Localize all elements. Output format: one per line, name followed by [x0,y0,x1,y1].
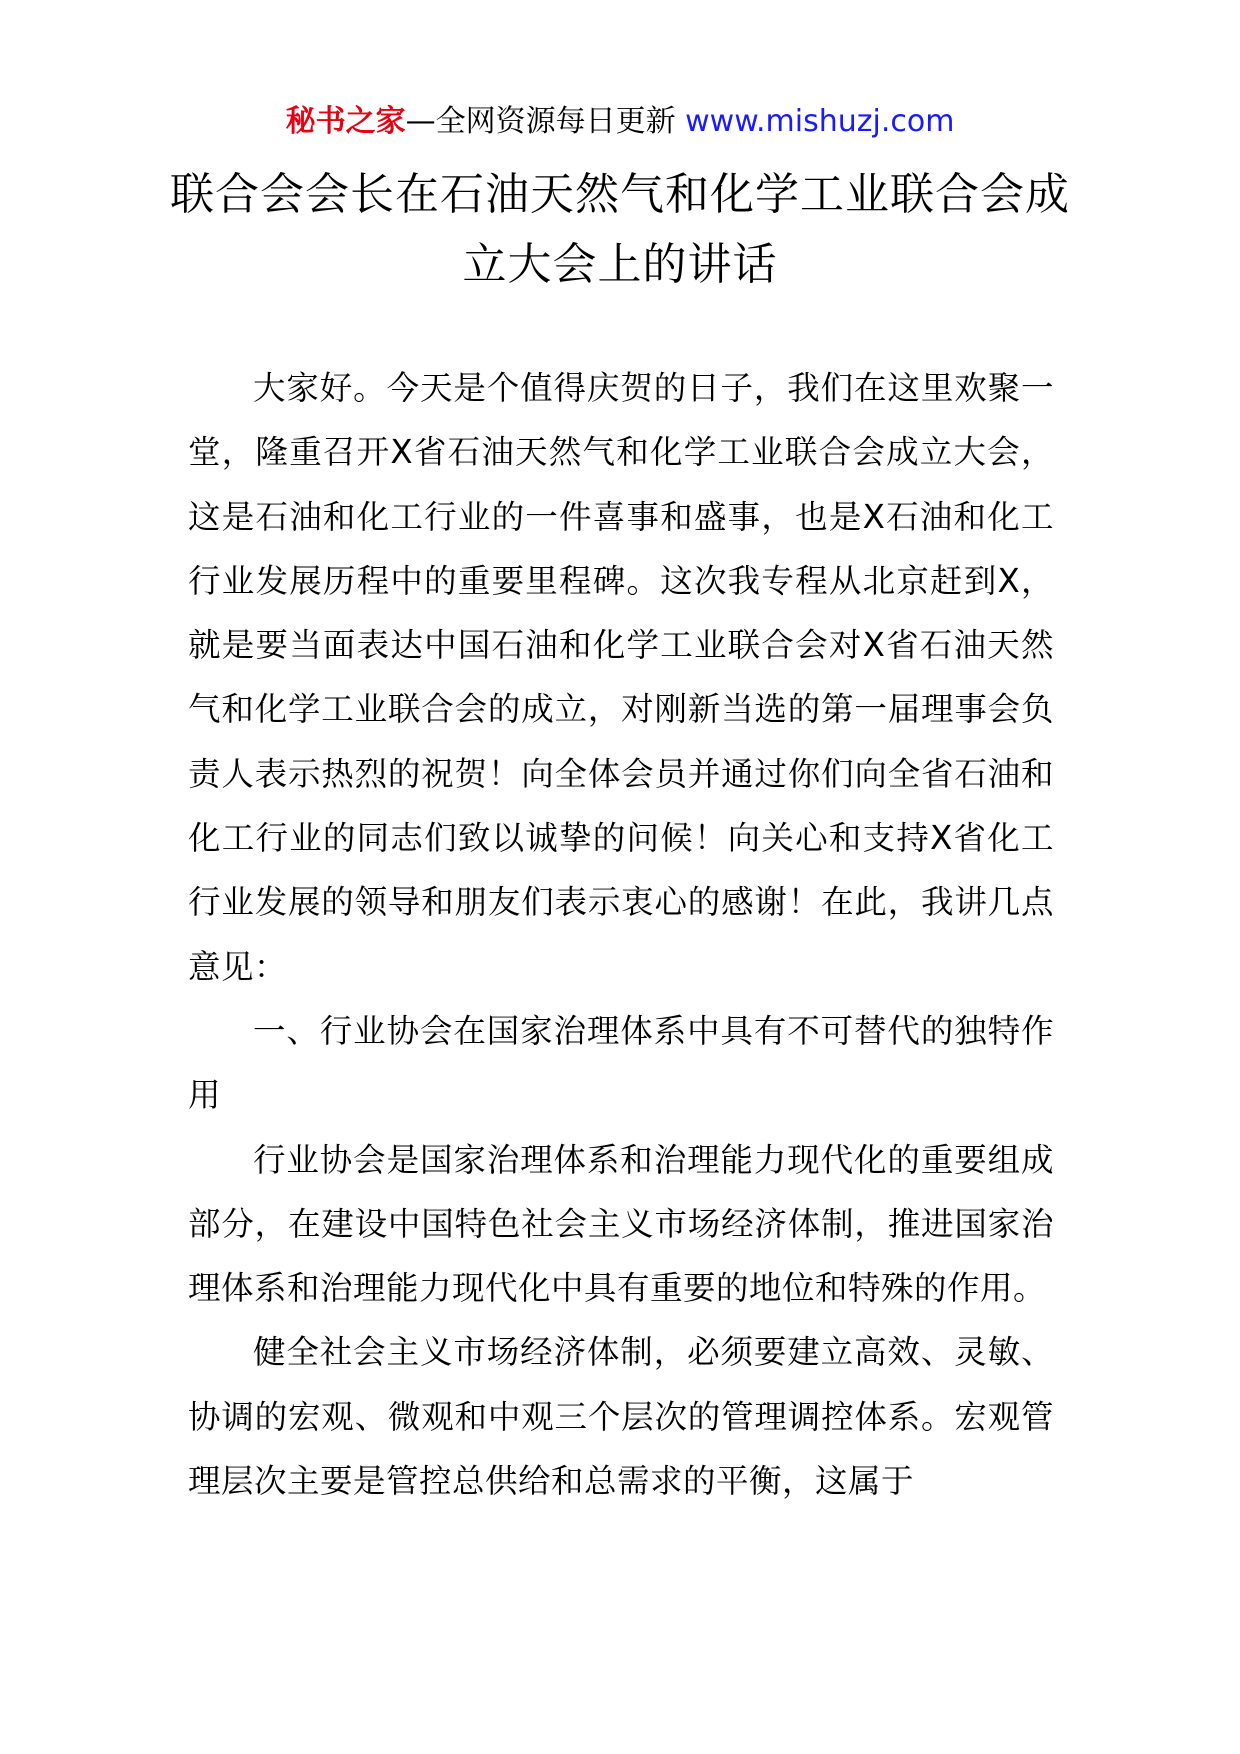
paragraph-opening: 大家好。今天是个值得庆贺的日子，我们在这里欢聚一堂，隆重召开X省石油天然气和化学工业联合会成立大会，这是石油和化工行业的一件喜事和盛事，也是X石油和化工行业发展历程中的重要里程碑。这次我专程从北京赶到X，就是要当面表达中国石油和化学工业联合会对X省石油天然气和化学工业联合会的成立，对刚新当选的第一届理事会负责人表示热烈的祝贺！向全体会员并通过你们向全省石油和化工行业的同志们致以诚挚的问候！向关心和支持X省化工行业发展的领导和朋友们表示衷心的感谢！在此，我讲几点意见： [188,369,1054,986]
site-url-link[interactable]: www.mishuzj.com [685,104,955,139]
document-title: 联合会会长在石油天然气和化学工业联合会成立大会上的讲话 [170,169,1070,290]
document-body [188,356,1054,1513]
section-heading-1: 一、行业协会在国家治理体系中具有不可替代的独特作用 [188,1011,1054,1115]
site-header [0,100,1240,144]
paragraph-industry-association: 行业协会是国家治理体系和治理能力现代化的重要组成部分，在建设中国特色社会主义市场经济体制，推进国家治理体系和治理能力现代化中具有重要的地位和特殊的作用。 [188,1140,1054,1308]
site-tagline: —全网资源每日更新 [405,104,676,139]
paragraph-market-economy: 健全社会主义市场经济体制，必须要建立高效、灵敏、协调的宏观、微观和中观三个层次的管理调控体系。宏观管理层次主要是管控总供给和总需求的平衡，这属于 [188,1333,1054,1501]
site-brand: 秘书之家 [285,104,406,139]
